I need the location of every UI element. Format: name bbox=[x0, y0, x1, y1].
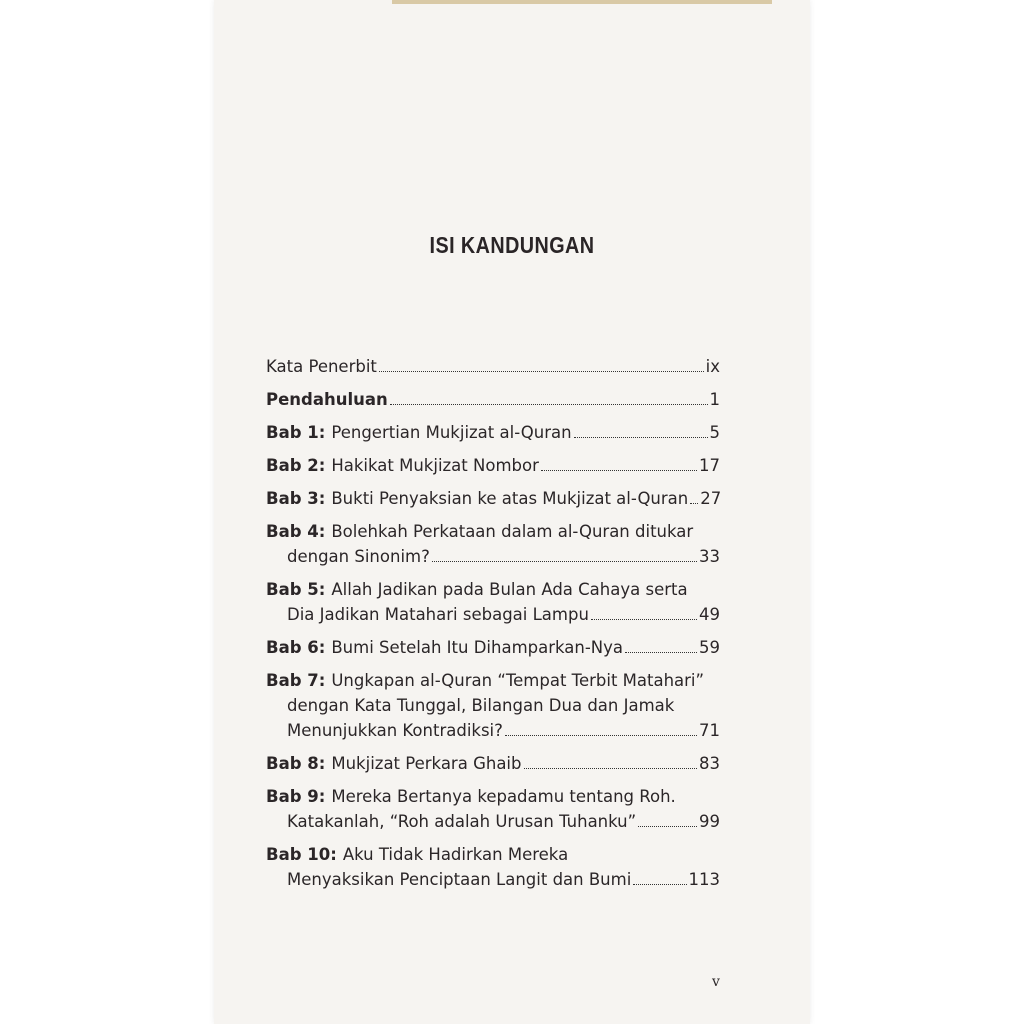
toc-entry bbox=[266, 420, 720, 445]
chapter-label: Bab 2: bbox=[266, 456, 326, 475]
dot-leader bbox=[379, 371, 704, 372]
toc-line bbox=[266, 784, 720, 809]
toc-entry bbox=[266, 486, 720, 511]
toc-entry bbox=[266, 577, 720, 627]
chapter-title: Menyaksikan Penciptaan Langit dan Bumi bbox=[287, 870, 632, 889]
dot-leader bbox=[591, 619, 697, 620]
chapter-label: Bab 3: bbox=[266, 489, 326, 508]
chapter-title: Allah Jadikan pada Bulan Ada Cahaya serta bbox=[331, 580, 688, 599]
dot-leader bbox=[541, 470, 697, 471]
dot-leader bbox=[690, 503, 698, 504]
page-reference: 49 bbox=[699, 605, 720, 624]
toc-entry bbox=[266, 387, 720, 412]
dot-leader bbox=[505, 735, 697, 736]
chapter-title: Hakikat Mukjizat Nombor bbox=[331, 456, 539, 475]
chapter-label: Bab 10: bbox=[266, 845, 337, 864]
chapter-label: Bab 5: bbox=[266, 580, 326, 599]
page-title: ISI KANDUNGAN bbox=[429, 232, 595, 258]
chapter-label: Bab 1: bbox=[266, 423, 326, 442]
page-reference: 1 bbox=[709, 390, 720, 409]
chapter-title: Kata Penerbit bbox=[266, 357, 377, 376]
page-reference: 5 bbox=[709, 423, 720, 442]
toc-line bbox=[266, 751, 720, 776]
page-reference: ix bbox=[705, 357, 720, 376]
page-reference: 113 bbox=[688, 870, 720, 889]
toc-line bbox=[266, 420, 720, 445]
chapter-title: Mukjizat Perkara Ghaib bbox=[331, 754, 522, 773]
toc-entry bbox=[266, 453, 720, 478]
toc-line bbox=[266, 453, 720, 478]
page-reference: 27 bbox=[700, 489, 722, 508]
dot-leader bbox=[638, 826, 697, 827]
toc-line bbox=[266, 635, 720, 660]
toc-entry bbox=[266, 842, 720, 892]
dot-leader bbox=[633, 884, 686, 885]
toc-line bbox=[266, 544, 720, 569]
chapter-title: Mereka Bertanya kepadamu tentang Roh. bbox=[331, 787, 676, 806]
page-reference: 71 bbox=[699, 721, 720, 740]
chapter-title: Katakanlah, “Roh adalah Urusan Tuhanku” bbox=[287, 812, 637, 831]
chapter-title: Bukti Penyaksian ke atas Mukjizat al-Quran bbox=[331, 489, 689, 508]
page-top-edge bbox=[392, 0, 772, 4]
toc-line bbox=[266, 602, 720, 627]
chapter-label: Bab 8: bbox=[266, 754, 326, 773]
chapter-title: Dia Jadikan Matahari sebagai Lampu bbox=[287, 605, 589, 624]
chapter-label: Bab 7: bbox=[266, 671, 326, 690]
page-number: v bbox=[712, 974, 720, 990]
dot-leader bbox=[390, 404, 708, 405]
page-reference: 99 bbox=[699, 812, 720, 831]
toc-entry bbox=[266, 668, 720, 743]
chapter-title: Aku Tidak Hadirkan Mereka bbox=[342, 845, 569, 864]
chapter-title: Bolehkah Perkataan dalam al-Quran ditukar bbox=[331, 522, 694, 541]
toc-line bbox=[266, 718, 720, 743]
chapter-title: Bumi Setelah Itu Dihamparkan-Nya bbox=[331, 638, 624, 657]
toc-line bbox=[266, 519, 720, 544]
toc-entry bbox=[266, 354, 720, 379]
page-reference: 17 bbox=[699, 456, 720, 475]
toc-line bbox=[266, 577, 720, 602]
toc-line bbox=[266, 809, 720, 834]
chapter-label: Bab 9: bbox=[266, 787, 326, 806]
dot-leader bbox=[524, 768, 698, 769]
toc-entry bbox=[266, 519, 720, 569]
toc-entry bbox=[266, 784, 720, 834]
toc-entry bbox=[266, 751, 720, 776]
chapter-title: Menunjukkan Kontradiksi? bbox=[287, 721, 503, 740]
chapter-title: dengan Sinonim? bbox=[287, 547, 430, 566]
chapter-title: Pendahuluan bbox=[266, 390, 388, 409]
toc-line bbox=[266, 867, 720, 892]
chapter-title: Ungkapan al-Quran “Tempat Terbit Matahari” bbox=[331, 671, 705, 690]
toc-line bbox=[266, 668, 720, 693]
table-of-contents bbox=[266, 354, 720, 900]
chapter-label: Bab 4: bbox=[266, 522, 326, 541]
dot-leader bbox=[574, 437, 708, 438]
chapter-label: Bab 6: bbox=[266, 638, 326, 657]
toc-line bbox=[266, 842, 720, 867]
page-reference: 33 bbox=[699, 547, 720, 566]
page-reference: 59 bbox=[699, 638, 720, 657]
toc-line bbox=[266, 354, 720, 379]
dot-leader bbox=[432, 561, 697, 562]
chapter-title: dengan Kata Tunggal, Bilangan Dua dan Jamak bbox=[287, 696, 675, 715]
toc-line bbox=[266, 486, 720, 511]
toc-line bbox=[266, 387, 720, 412]
toc-entry bbox=[266, 635, 720, 660]
chapter-title: Pengertian Mukjizat al-Quran bbox=[331, 423, 572, 442]
toc-line bbox=[266, 693, 720, 718]
dot-leader bbox=[625, 652, 697, 653]
page-reference: 83 bbox=[699, 754, 720, 773]
